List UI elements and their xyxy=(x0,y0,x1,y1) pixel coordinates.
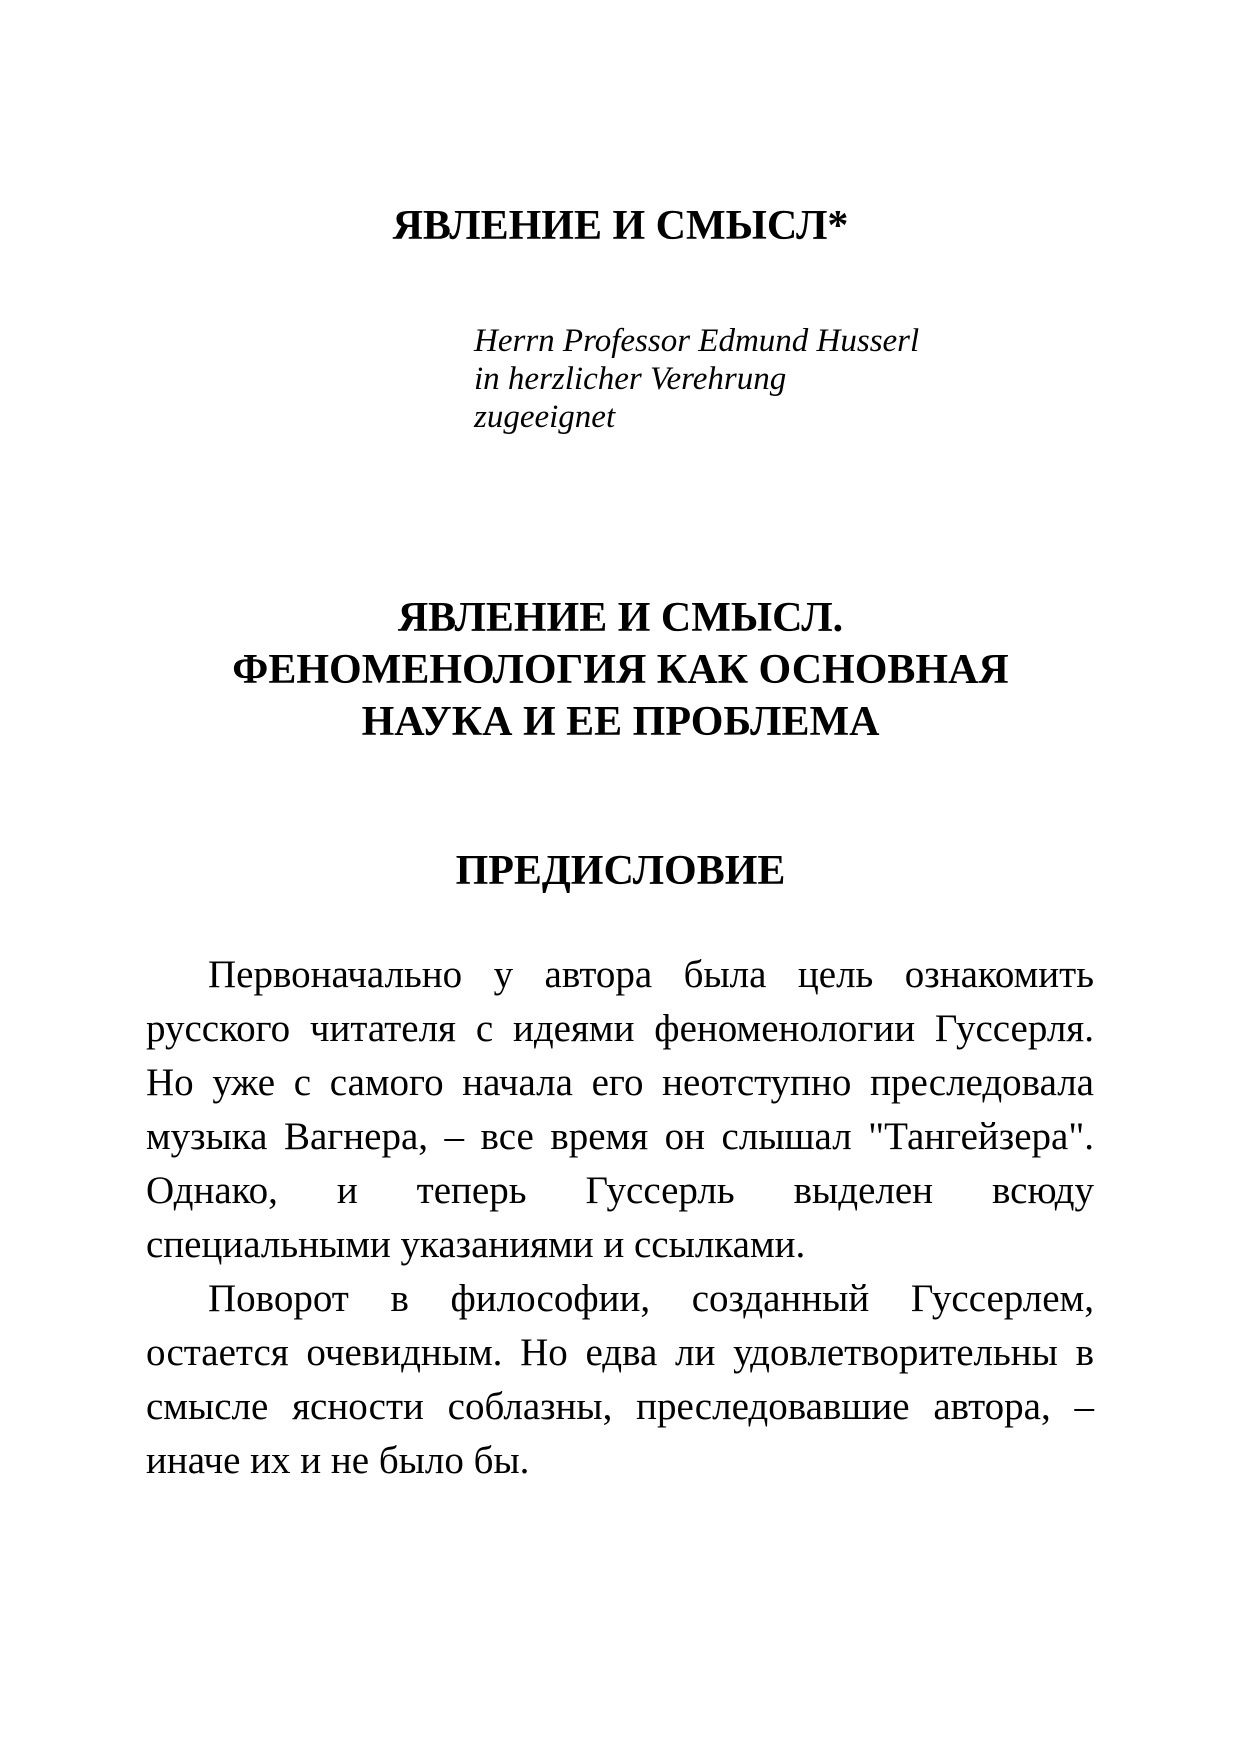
preface-heading: ПРЕДИСЛОВИЕ xyxy=(455,848,786,894)
paragraph: Первоначально у автора была цель ознакомить русского читателя с идеями феноменологии Гуссерля. Но уже с самого начала его неотступно преследовала музыка Вагнера, – все время он слышал "Тангейзера". Однако, и теперь Гуссерль выделен всюду специальными указаниями и ссылками. xyxy=(146,953,1094,1266)
chapter-title xyxy=(0,592,1241,748)
page-title: ЯВЛЕНИЕ И СМЫСЛ* xyxy=(392,203,849,249)
chapter-title-line: НАУКА И ЕЕ ПРОБЛЕМА xyxy=(361,699,880,745)
dedication-line: Herrn Professor Edmund Husserl xyxy=(474,323,920,359)
preface-body xyxy=(146,948,1094,1488)
dedication-line: zugeeignet xyxy=(474,399,616,435)
dedication xyxy=(474,322,919,436)
dedication-line: in herzlicher Verehrung xyxy=(474,361,787,397)
chapter-title-line: ФЕНОМЕНОЛОГИЯ КАК ОСНОВНАЯ xyxy=(232,647,1009,693)
paragraph: Поворот в философии, созданный Гуссерлем, остается очевидным. Но едва ли удовлетворительны в смысле ясности соблазны, преследовавшие автора, – иначе их и не было бы. xyxy=(146,1277,1094,1482)
chapter-title-line: ЯВЛЕНИЕ И СМЫСЛ. xyxy=(397,595,844,641)
